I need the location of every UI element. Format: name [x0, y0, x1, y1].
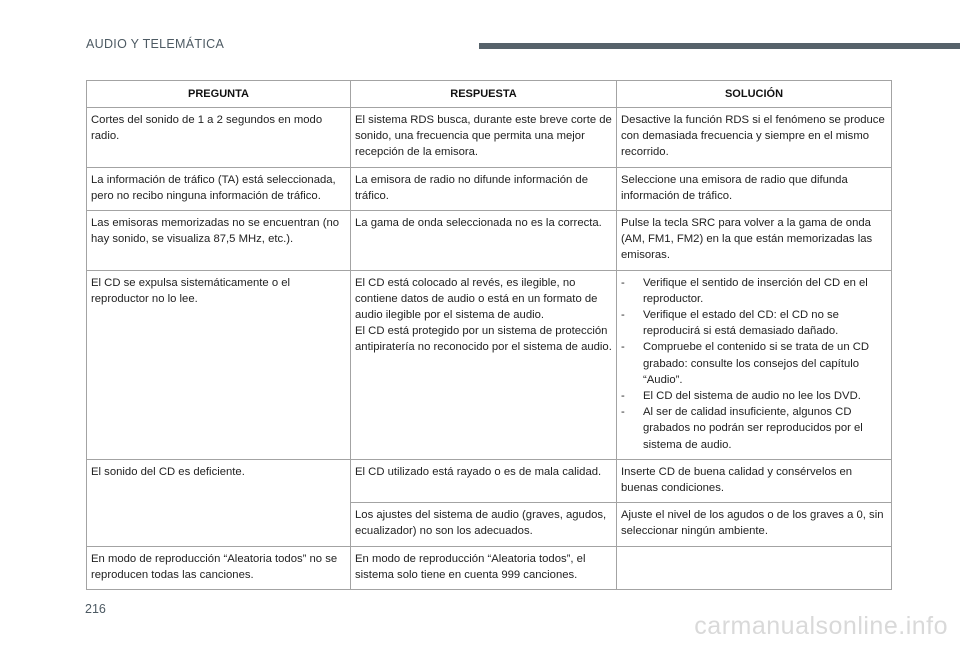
column-header-solution: SOLUCIÓN: [617, 81, 892, 108]
answer-paragraph: El CD está protegido por un sistema de protección antipiratería no reconocido por el sistema de audio.: [355, 325, 612, 354]
solution-cell: Desactive la función RDS si el fenómeno se produce con demasiada frecuencia y siempre en el mismo recorrido.: [617, 108, 892, 168]
solution-cell: Seleccione una emisora de radio que difunda información de tráfico.: [617, 167, 892, 210]
answer-cell: [351, 270, 617, 459]
watermark: carmanualsonline.info: [694, 612, 948, 640]
solution-list-item: - El CD del sistema de audio no lee los DVD.: [621, 388, 887, 404]
question-cell: Cortes del sonido de 1 a 2 segundos en modo radio.: [87, 108, 351, 168]
answer-cell: Los ajustes del sistema de audio (graves, agudos, ecualizador) no son los adecuados.: [351, 503, 617, 546]
answer-cell: La gama de onda seleccionada no es la correcta.: [351, 211, 617, 271]
answer-cell: La emisora de radio no difunde información de tráfico.: [351, 167, 617, 210]
solution-list: [621, 275, 887, 453]
answer-paragraph: El CD está colocado al revés, es ilegible, no contiene datos de audio o está en un formato de audio ilegible por el sistema de audio.: [355, 276, 598, 322]
answer-cell: El CD utilizado está rayado o es de mala calidad.: [351, 459, 617, 502]
solution-cell: Pulse la tecla SRC para volver a la gama de onda (AM, FM1, FM2) en la que están memorizadas las emisoras.: [617, 211, 892, 271]
question-cell: En modo de reproducción “Aleatoria todos” no se reproducen todas las canciones.: [87, 546, 351, 589]
column-header-answer: RESPUESTA: [351, 81, 617, 108]
question-cell: El sonido del CD es deficiente.: [87, 459, 351, 546]
solution-cell: Ajuste el nivel de los agudos o de los graves a 0, sin seleccionar ningún ambiente.: [617, 503, 892, 546]
solution-cell: Inserte CD de buena calidad y consérvelos en buenas condiciones.: [617, 459, 892, 502]
solution-list-item: - Verifique el estado del CD: el CD no se reproducirá si está demasiado dañado.: [621, 307, 887, 339]
question-cell: Las emisoras memorizadas no se encuentran (no hay sonido, se visualiza 87,5 MHz, etc.).: [87, 211, 351, 271]
column-header-question: PREGUNTA: [87, 81, 351, 108]
answer-cell: En modo de reproducción “Aleatoria todos”, el sistema solo tiene en cuenta 999 canciones.: [351, 546, 617, 589]
solution-list-item: - Compruebe el contenido si se trata de un CD grabado: consulte los consejos del capítulo “Audio”.: [621, 339, 887, 388]
table-header-row: [87, 81, 892, 108]
header-bar: [479, 43, 960, 49]
table-row: [87, 211, 892, 271]
question-cell: La información de tráfico (TA) está seleccionada, pero no recibo ninguna información de tráfico.: [87, 167, 351, 210]
solution-list-item: - Verifique el sentido de inserción del CD en el reproductor.: [621, 275, 887, 307]
table-row: [87, 546, 892, 589]
solution-cell: [617, 270, 892, 459]
table-row: [87, 108, 892, 168]
question-cell: El CD se expulsa sistemáticamente o el reproductor no lo lee.: [87, 270, 351, 459]
answer-cell: El sistema RDS busca, durante este breve corte de sonido, una frecuencia que permita una mejor recepción de la emisora.: [351, 108, 617, 168]
table-row: [87, 459, 892, 502]
solution-list-item: - Al ser de calidad insuficiente, algunos CD grabados no podrán ser reproducidos por el sistema de audio.: [621, 404, 887, 453]
table-row: [87, 270, 892, 459]
table-row: [87, 167, 892, 210]
section-title: AUDIO Y TELEMÁTICA: [86, 37, 225, 51]
faq-table: [86, 80, 892, 590]
solution-cell: [617, 546, 892, 589]
page-number: 216: [85, 602, 106, 616]
